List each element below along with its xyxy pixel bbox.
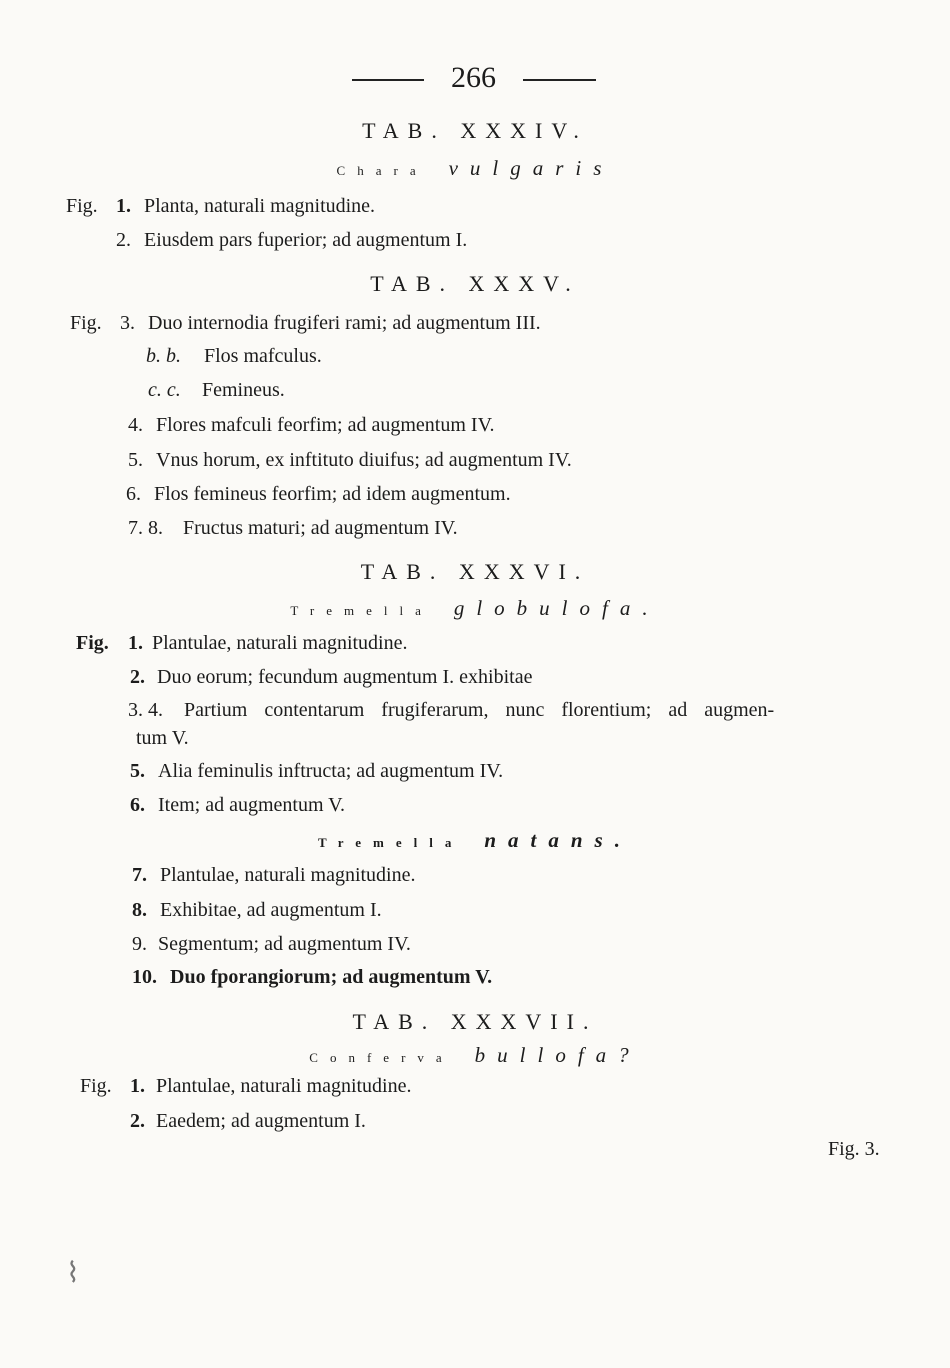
tab-37-taxon <box>0 1043 950 1070</box>
entry-text: Femineus. <box>202 379 285 401</box>
tab-36-heading: TAB. XXXVI. <box>360 559 590 584</box>
ink-mark-icon: ⌇ <box>66 1258 80 1289</box>
page-header <box>0 60 950 96</box>
tab-37-heading: TAB. XXXVII. <box>352 1009 598 1034</box>
tab-36-taxon-2 <box>0 828 950 855</box>
entry-text: Fructus maturi; ad augmentum IV. <box>183 517 458 539</box>
tab-35-heading: TAB. XXXV. <box>370 271 580 296</box>
species-name: globulofa. <box>453 596 660 620</box>
entry-text: Plantulae, naturali magnitudine. <box>152 632 408 654</box>
entry-number: 1. <box>128 632 143 654</box>
tab-34-taxon <box>0 156 950 183</box>
entry-text: Partium contentarum frugiferarum, nunc florentium; ad augmen- <box>184 699 775 721</box>
entry-number: 6. <box>130 794 145 816</box>
entry-text: Planta, naturali magnitudine. <box>144 195 376 217</box>
entry-number: 8. <box>132 899 147 921</box>
page-number: 266 <box>451 61 496 94</box>
entry-text: Flos femineus feorfim; ad idem augmentum. <box>154 483 511 505</box>
entry-number: 3. 4. <box>128 699 163 721</box>
entry-number: c. c. <box>148 379 181 401</box>
genus-name: Tremella <box>290 603 433 618</box>
entry-text: Flores mafculi feorfim; ad augmentum IV. <box>156 414 495 436</box>
species-name: bullofa? <box>474 1043 641 1067</box>
fig-label: Fig. <box>80 1075 112 1097</box>
entry-text: Plantulae, naturali magnitudine. <box>156 1075 412 1097</box>
entry-number: 2. <box>130 666 145 688</box>
entry-text: Segmentum; ad augmentum IV. <box>158 933 411 955</box>
entry-number: 5. <box>128 449 143 471</box>
tab-34-heading: TAB. XXXIV. <box>362 118 588 143</box>
entry-text: Item; ad augmentum V. <box>158 794 346 816</box>
entry-number: 4. <box>128 414 143 436</box>
genus-name: Chara <box>336 163 428 178</box>
entry-text: Exhibitae, ad augmentum I. <box>160 899 382 921</box>
entry-text-continued: tum V. <box>136 727 189 749</box>
entry-text: Alia feminulis inftructa; ad augmentum IV. <box>158 760 504 782</box>
header-rule-left <box>352 79 424 81</box>
species-name: natans. <box>484 828 632 852</box>
entry-number: 5. <box>130 760 145 782</box>
entry-number: 3. <box>120 312 135 334</box>
entry-text: Eiusdem pars fuperior; ad augmentum I. <box>144 229 468 251</box>
entry-number: 7. 8. <box>128 517 163 539</box>
entry-number: b. b. <box>146 345 181 367</box>
entry-number: 2. <box>130 1110 145 1132</box>
entry-number: 1. <box>116 195 131 217</box>
species-name: vulgaris <box>448 156 614 180</box>
entry-text: Vnus horum, ex inftituto diuifus; ad augmentum IV. <box>156 449 572 471</box>
fig-label: Fig. <box>66 195 98 217</box>
tab-36-taxon <box>0 596 950 623</box>
entry-text: Plantulae, naturali magnitudine. <box>160 864 416 886</box>
fig-label: Fig. <box>70 312 102 334</box>
entry-number: 2. <box>116 229 131 251</box>
entry-text: Duo fporangiorum; ad augmentum V. <box>170 966 493 988</box>
entry-text: Eaedem; ad augmentum I. <box>156 1110 366 1132</box>
entry-text: Duo internodia frugiferi rami; ad augmentum III. <box>148 312 541 334</box>
entry-number: 1. <box>130 1075 145 1097</box>
entry-text: Duo eorum; fecundum augmentum I. exhibitae <box>157 666 533 688</box>
genus-name: Conferva <box>309 1050 454 1065</box>
header-rule-right <box>523 79 596 81</box>
entry-number: 10. <box>132 966 157 988</box>
entry-number: 6. <box>126 483 141 505</box>
entry-text: Flos mafculus. <box>204 345 322 367</box>
catchword: Fig. 3. <box>828 1138 880 1160</box>
entry-number: 7. <box>132 864 147 886</box>
fig-label: Fig. <box>76 632 109 654</box>
genus-name: Tremella <box>318 835 464 850</box>
entry-number: 9. <box>132 933 147 955</box>
